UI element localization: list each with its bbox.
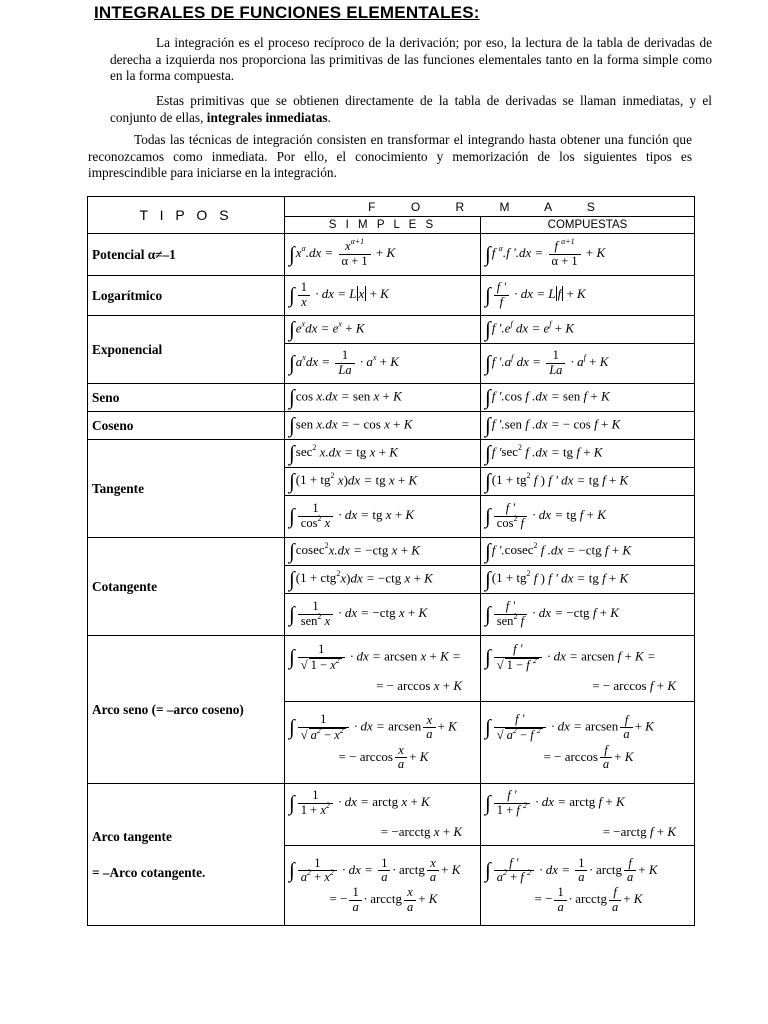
formula-ctg-2-compuesta: $\int(1 + tg^2$ f ) f ' dx = tg f + K — [481, 566, 695, 594]
formula-tg-2-compuesta: $\int(1 + tg^2$ f ) f ' dx = tg f + K — [481, 468, 695, 496]
type-exponencial: Exponencial — [88, 316, 285, 384]
formula-asen-1-compuesta: ∫ $\frac{f '}{√ 1 - f ^2}$ · dx = arcsen f + K = = − arccos f + K — [481, 636, 695, 702]
formula-ctg-1-simple: ∫cosec$^2$x.dx = −ctg x + K — [285, 538, 481, 566]
paragraph-2-bold: integrales inmediatas — [206, 109, 328, 125]
intro-paragraph-3: Todas las técnicas de integración consisten en transformar el integrando hasta obtener una función que reconozcamos como inmediata. Por ello, el conocimiento y memorización de los siguientes tipos es imprescindible para iniciarse en la integración. — [88, 132, 692, 181]
formula-tg-1-simple: $\int\sec^2$ x.dx = tg x + K — [285, 440, 481, 468]
formula-log-compuesta: ∫ $\frac{f '}{f}$ · dx = L f + K — [481, 276, 695, 316]
type-potencial: Potencial α≠–1 — [88, 234, 285, 276]
arcocotangente-label: = –Arco cotangente. — [92, 864, 206, 880]
formula-seno-simple: ∫cos x.dx = sen x + K — [285, 384, 481, 412]
formula-asen-1-simple: ∫ $\frac{1}{√ 1 - x^2}$ · dx = arcsen x + K = = − arccos x + K — [285, 636, 481, 702]
formula-potencial-simple: $\int x^\alpha.dx$ = $\frac{x^{\alpha+1}}{\alpha + 1}$ + K — [285, 234, 481, 276]
type-logaritmico: Logarítmico — [88, 276, 285, 316]
paragraph-2-end: . — [327, 109, 331, 125]
header-compuestas: COMPUESTAS — [481, 217, 695, 234]
intro-paragraph-2 — [110, 93, 712, 126]
formula-atg-1-compuesta: ∫ $\frac{f '}{1 + f ^2}$ · dx = arctg f + K = −arctg f + K — [481, 784, 695, 846]
formula-atg-2-simple: ∫ $\frac{1}{a^2 + x^2}$ · dx = $\frac{1}{a}$ · arctg $\frac{x}{a}$ + K = − $\frac{1}{a}$ · arcctg $\frac{x}{a}$ + K — [285, 846, 481, 926]
formula-log-simple: ∫ $\frac{1}{x}$ · dx = L x + K — [285, 276, 481, 316]
formula-coseno-compuesta: ∫f '.sen f .dx = − cos f + K — [481, 412, 695, 440]
arcotangente-label: Arco tangente — [92, 828, 172, 844]
formula-ctg-3-simple: ∫ $\frac{1}{sen^2 x}$ · dx = −ctg x + K — [285, 594, 481, 636]
type-seno: Seno — [88, 384, 285, 412]
formula-ctg-2-simple: ∫(1 + ctg$^2$x)dx = −ctg x + K — [285, 566, 481, 594]
type-arcotangente — [88, 784, 285, 926]
formula-exp-e-compuesta: ∫f '$.e^f$ dx = $e^f + K$ — [481, 316, 695, 344]
formula-tg-2-simple: $\int(1 + tg^2$ x)dx = tg x + K — [285, 468, 481, 496]
formula-ctg-1-compuesta: ∫f '.cosec$^2$ f .dx = −ctg f + K — [481, 538, 695, 566]
paragraph-2-text: Estas primitivas que se obtienen directamente de la tabla de derivadas se llaman inmediatas, y el conjunto de ellas, — [110, 93, 712, 125]
formula-ctg-3-compuesta: ∫ $\frac{f '}{sen^2 f}$ · dx = −ctg f + K — [481, 594, 695, 636]
intro-paragraph-1: La integración es el proceso recíproco de la derivación; por eso, la lectura de la tabla de derivadas de derecha a izquierda nos proporciona las primitivas de las funciones elementales tanto en la forma simple como en la forma compuesta. — [110, 35, 712, 84]
type-cotangente: Cotangente — [88, 538, 285, 636]
formula-asen-2-compuesta: ∫ $\frac{f '}{√ a^2 - f ^2}$ · dx = arcsen $\frac{f}{a}$ + K = − arccos $\frac{f}{a}$ + K — [481, 702, 695, 784]
formula-atg-1-simple: ∫ $\frac{1}{1 + x^2}$ · dx = arctg x + K = −arcctg x + K — [285, 784, 481, 846]
formula-seno-compuesta: ∫f '.cos f .dx = sen f + K — [481, 384, 695, 412]
formula-potencial-compuesta: ∫f $^\alpha$.f '.dx = $\frac{f ^{\alpha+1}}{\alpha + 1}$ + K — [481, 234, 695, 276]
formula-tg-3-compuesta: ∫ $\frac{f '}{\cos^2 f}$ · dx = tg f + K — [481, 496, 695, 538]
page-title: INTEGRALES DE FUNCIONES ELEMENTALES: — [94, 3, 480, 22]
header-simples: S I M P L E S — [285, 217, 481, 234]
formula-tg-1-compuesta: ∫f '$\sec^2$ f .dx = tg f + K — [481, 440, 695, 468]
type-coseno: Coseno — [88, 412, 285, 440]
header-tipos: T I P O S — [88, 197, 285, 234]
formula-atg-2-compuesta: ∫ $\frac{f '}{a^2 + f ^2}$ · dx = $\frac{1}{a}$ · arctg $\frac{f}{a}$ + K = − $\frac{1}{a}$ · arcctg $\frac{f}{a}$ + K — [481, 846, 695, 926]
formula-tg-3-simple: ∫ $\frac{1}{\cos^2 x}$ · dx = tg x + K — [285, 496, 481, 538]
integrals-table — [87, 196, 695, 926]
type-arcoseno: Arco seno (= –arco coseno) — [88, 636, 285, 784]
formula-coseno-simple: ∫sen x.dx = − cos x + K — [285, 412, 481, 440]
formula-exp-a-simple: $\int a^xdx$ = $\frac{1}{La}$ · $a^x + K$ — [285, 344, 481, 384]
formula-asen-2-simple: ∫ $\frac{1}{√ a^2 - x^2}$ · dx = arcsen $\frac{x}{a}$ + K = − arccos $\frac{x}{a}$ + K — [285, 702, 481, 784]
formula-exp-a-compuesta: ∫f '$.a^f$ dx = $\frac{1}{La}$ · $a^f + K$ — [481, 344, 695, 384]
formula-exp-e-simple: $\int e^xdx = e^x + K$ — [285, 316, 481, 344]
type-tangente: Tangente — [88, 440, 285, 538]
header-formas: F O R M A S — [285, 197, 695, 217]
